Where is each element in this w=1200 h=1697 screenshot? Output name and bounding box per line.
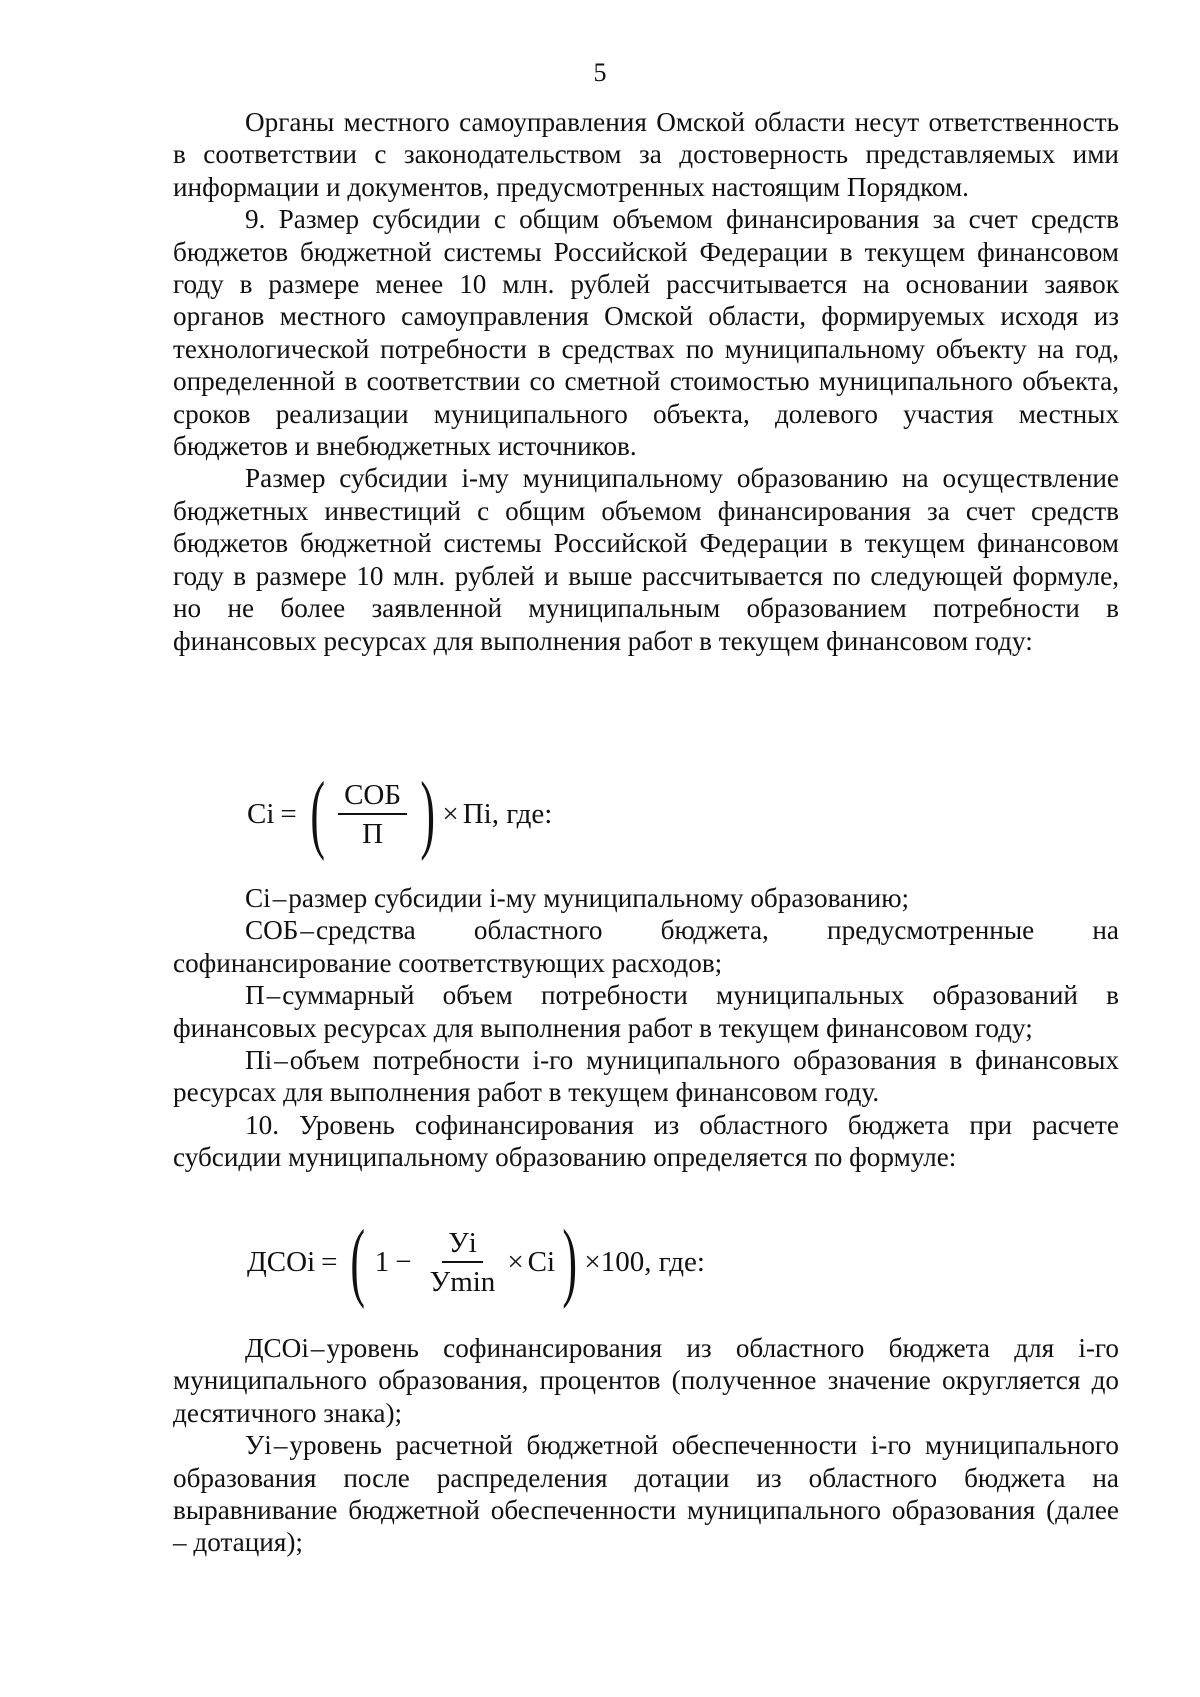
paragraph-subsidy-size: Размер субсидии i-му муниципальному образованию на осуществление бюджетных инвестиций с общим объемом финансирования за счет средств бюджетов бюджетной системы Российской Федерации в текущем финансовом году в размере 10 млн. рублей и выше рассчитывается по следующей формуле, но не более заявленной муниципальным образованием потребности в финансовых ресурсах для выполнения работ в текущем финансовом году: xyxy=(173,463,1119,656)
right-paren: ) xyxy=(562,1213,578,1310)
formula-dsoi-minus: − xyxy=(395,1245,412,1278)
dash: – xyxy=(310,1333,325,1363)
formula-dsoi-ci: Ci xyxy=(527,1245,556,1278)
definition-ci-text: размер субсидии i-му муниципальному образованию; xyxy=(288,883,910,913)
text-block-definitions-2 xyxy=(173,1332,1119,1559)
dash: – xyxy=(272,883,287,913)
formula-dsoi-numerator: Уi xyxy=(442,1227,483,1263)
paragraph-responsibility: Органы местного самоуправления Омской области несут ответственность в соответствии с законодательством за достоверность представляемых ими информации и документов, предусмотренных настоящим Порядком. xyxy=(173,107,1119,202)
formula-ci-times: × xyxy=(442,797,459,830)
formula-dsoi-fraction xyxy=(424,1227,502,1298)
formula-ci-numerator: СОБ xyxy=(338,779,407,815)
formula-dsoi-denominator: Уmin xyxy=(429,1265,496,1298)
definition-dsoi xyxy=(173,1332,1119,1429)
formula-dsoi-lhs: ДСОi xyxy=(247,1245,316,1278)
formula-ci-eq: = xyxy=(280,797,297,830)
formula-dsoi-times1: × xyxy=(507,1245,524,1278)
formula-ci-rhs: Пi, где: xyxy=(462,797,553,830)
term-dsoi: ДСОi xyxy=(245,1333,309,1363)
paragraph-9: 9. Размер субсидии с общим объемом финансирования за счет средств бюджетов бюджетной системы Российской Федерации в текущем финансовом году в размере менее 10 млн. рублей рассчитывается на основании заявок органов местного самоуправления Омской области, формируемых исходя из технологической потребности в средствах по муниципальному объекту на год, определенной в соответствии со сметной стоимостью муниципального объекта, сроков реализации муниципального объекта, долевого участия местных бюджетов и внебюджетных источников. xyxy=(173,204,1119,462)
right-paren: ) xyxy=(420,765,436,862)
definition-pi xyxy=(173,1044,1119,1109)
formula-dsoi-one: 1 xyxy=(374,1245,390,1278)
definition-ui xyxy=(173,1429,1119,1559)
text-block-definitions-1 xyxy=(173,882,1119,1174)
formula-dsoi-eq: = xyxy=(321,1245,338,1278)
formula-dsoi-times2: × xyxy=(584,1245,601,1278)
definition-sob xyxy=(173,914,1119,979)
formula-dsoi-rhs: 100, где: xyxy=(600,1245,705,1278)
term-sob: СОБ xyxy=(245,915,299,946)
definition-ui-text: уровень расчетной бюджетной обеспеченности i-го муниципального образования после распределения дотации из областного бюджета на выравнивание бюджетной обеспеченности муниципального образования (далее – дотация); xyxy=(173,1430,1119,1558)
formula-dsoi xyxy=(247,1213,705,1310)
dash: – xyxy=(273,1430,288,1461)
definition-ci xyxy=(173,882,1119,914)
formula-ci-lhs: Ci xyxy=(247,797,275,830)
text-block-top xyxy=(173,106,1119,657)
term-p: П xyxy=(245,980,265,1011)
page-number: 5 xyxy=(593,58,607,87)
term-ci: Ci xyxy=(245,883,271,913)
definition-sob-text: средства областного бюджета, предусмотренные на софинансирование соответствующих расходов; xyxy=(173,915,1119,978)
left-paren: ( xyxy=(310,765,325,862)
definition-p xyxy=(173,979,1119,1044)
formula-ci-fraction xyxy=(338,779,407,850)
term-pi: Пi xyxy=(245,1045,273,1076)
definition-pi-text: объем потребности i-го муниципального образования в финансовых ресурсах для выполнения работ в текущем финансовом году. xyxy=(173,1045,1119,1108)
dash: – xyxy=(300,915,314,946)
dash: – xyxy=(274,1045,288,1076)
term-ui: Уi xyxy=(245,1430,272,1461)
formula-ci xyxy=(247,765,553,862)
formula-ci-denominator: П xyxy=(362,817,384,850)
paragraph-10: 10. Уровень софинансирования из областного бюджета при расчете субсидии муниципальному образованию определяется по формуле: xyxy=(173,1109,1119,1173)
left-paren: ( xyxy=(350,1213,366,1310)
dash: – xyxy=(266,980,281,1011)
definition-dsoi-text: уровень софинансирования из областного бюджета для i-го муниципального образования, процентов (полученное значение округляется до десятичного знака); xyxy=(173,1333,1119,1428)
definition-p-text: суммарный объем потребности муниципальных образований в финансовых ресурсах для выполнения работ в текущем финансовом году; xyxy=(173,980,1119,1043)
